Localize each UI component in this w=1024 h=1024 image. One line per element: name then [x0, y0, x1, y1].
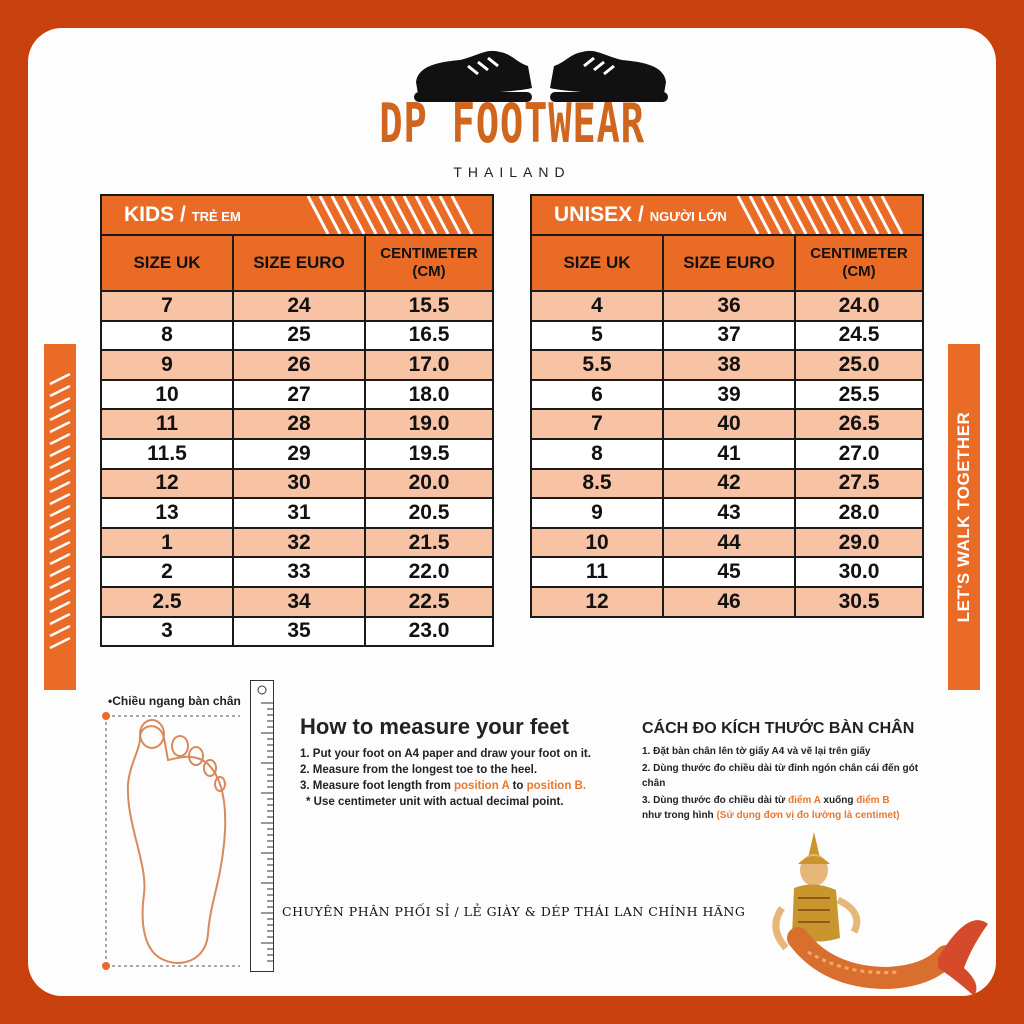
measure-step3-en-mid: to [509, 780, 527, 792]
measure-instructions-en [300, 714, 591, 812]
table-row [531, 498, 923, 528]
measure-step3-en-pre: 3. Measure foot length from [300, 780, 454, 792]
size-euro-cell: 28 [233, 409, 365, 439]
size-euro-cell: 45 [663, 557, 795, 587]
side-slogan: LET'S WALK TOGETHER [954, 411, 973, 623]
measure-step3-vi-pre: 3. Dùng thước đo chiều dài từ [642, 795, 789, 806]
table-row [101, 409, 493, 439]
centimeter-cell: 28.0 [795, 498, 923, 528]
measure-step3-vi [642, 793, 942, 823]
kids-header-uk: SIZE UK [101, 235, 233, 291]
table-row [101, 291, 493, 321]
foot-width-label: •Chiều ngang bàn chân [108, 694, 241, 708]
size-euro-cell: 29 [233, 439, 365, 469]
size-euro-cell: 42 [663, 469, 795, 499]
size-uk-cell: 13 [101, 498, 233, 528]
table-row [101, 469, 493, 499]
size-uk-cell: 11 [101, 409, 233, 439]
size-euro-cell: 37 [663, 321, 795, 351]
centimeter-cell: 23.0 [365, 617, 493, 647]
kids-table-title [101, 195, 493, 235]
centimeter-cell: 15.5 [365, 291, 493, 321]
measure-step3-vi-note: (Sử dụng đơn vị đo lường là centimet) [716, 810, 900, 821]
tagline: CHUYÊN PHÂN PHỐI SỈ / LẺ GIÀY & DÉP THÁI LAN CHÍNH HÃNG [282, 904, 746, 919]
table-row [101, 617, 493, 647]
measure-note-en: * Use centimeter unit with actual decimal point. [306, 796, 564, 808]
size-uk-cell: 2 [101, 557, 233, 587]
centimeter-cell: 30.5 [795, 587, 923, 617]
table-row [101, 587, 493, 617]
size-euro-cell: 33 [233, 557, 365, 587]
table-row [101, 350, 493, 380]
measure-step1-en: 1. Put your foot on A4 paper and draw your foot on it. [300, 748, 591, 760]
unisex-header-cm-line2: (CM) [842, 263, 876, 280]
size-uk-cell: 9 [101, 350, 233, 380]
measure-title-vi: CÁCH ĐO KÍCH THƯỚC BÀN CHÂN [642, 720, 915, 737]
size-uk-cell: 5.5 [531, 350, 663, 380]
size-uk-cell: 11 [531, 557, 663, 587]
size-euro-cell: 24 [233, 291, 365, 321]
measure-step2-en: 2. Measure from the longest toe to the heel. [300, 764, 538, 776]
centimeter-cell: 25.5 [795, 380, 923, 410]
table-row [101, 528, 493, 558]
size-uk-cell: 12 [531, 587, 663, 617]
table-row [531, 439, 923, 469]
size-euro-cell: 34 [233, 587, 365, 617]
table-row [531, 557, 923, 587]
table-row [101, 380, 493, 410]
centimeter-cell: 25.0 [795, 350, 923, 380]
measure-step3-vi-post: như trong hình [642, 810, 717, 821]
foot-outline-icon [98, 704, 248, 974]
size-euro-cell: 36 [663, 291, 795, 321]
size-euro-cell: 41 [663, 439, 795, 469]
size-euro-cell: 26 [233, 350, 365, 380]
size-euro-cell: 35 [233, 617, 365, 647]
size-uk-cell: 2.5 [101, 587, 233, 617]
measure-step2-vi: 2. Dùng thước đo chiều dài từ đỉnh ngón chân cái đến gót chân [642, 763, 919, 789]
stripe-pattern-icon [44, 344, 76, 690]
brand-subtitle: THAILAND [453, 164, 571, 180]
measure-step3-vi-mid: xuống [820, 795, 857, 806]
centimeter-cell: 26.5 [795, 409, 923, 439]
centimeter-cell: 30.0 [795, 557, 923, 587]
ruler-icon [250, 680, 274, 972]
kids-header-cm [365, 235, 493, 291]
size-euro-cell: 32 [233, 528, 365, 558]
diem-b-label: điểm B [856, 795, 890, 806]
measure-step1-vi: 1. Đặt bàn chân lên tờ giấy A4 và vẽ lại trên giấy [642, 746, 871, 757]
kids-header-cm-line1: CENTIMETER [380, 245, 478, 262]
measure-step3-en [300, 780, 591, 792]
size-euro-cell: 43 [663, 498, 795, 528]
right-side-bar [948, 344, 980, 690]
kids-title-sub: TRẺ EM [191, 209, 241, 224]
centimeter-cell: 16.5 [365, 321, 493, 351]
table-row [531, 528, 923, 558]
table-row [531, 469, 923, 499]
size-uk-cell: 9 [531, 498, 663, 528]
unisex-title-sub: NGƯỜI LỚN [649, 209, 727, 224]
stripe-pattern-icon [298, 196, 488, 234]
size-euro-cell: 40 [663, 409, 795, 439]
centimeter-cell: 29.0 [795, 528, 923, 558]
centimeter-cell: 22.5 [365, 587, 493, 617]
size-uk-cell: 11.5 [101, 439, 233, 469]
size-uk-cell: 7 [531, 409, 663, 439]
unisex-table-title [531, 195, 923, 235]
left-side-bar [44, 344, 76, 690]
stripe-pattern-icon [728, 196, 918, 234]
table-row [101, 498, 493, 528]
centimeter-cell: 19.0 [365, 409, 493, 439]
size-euro-cell: 27 [233, 380, 365, 410]
position-a-label: position A [454, 780, 510, 792]
unisex-size-table [530, 194, 924, 618]
centimeter-cell: 20.0 [365, 469, 493, 499]
kids-size-table [100, 194, 494, 647]
table-row [531, 350, 923, 380]
centimeter-cell: 24.5 [795, 321, 923, 351]
centimeter-cell: 22.0 [365, 557, 493, 587]
size-uk-cell: 4 [531, 291, 663, 321]
size-euro-cell: 38 [663, 350, 795, 380]
size-chart-card [28, 28, 996, 996]
table-row [101, 557, 493, 587]
size-uk-cell: 5 [531, 321, 663, 351]
centimeter-cell: 21.5 [365, 528, 493, 558]
size-uk-cell: 6 [531, 380, 663, 410]
table-row [531, 321, 923, 351]
size-euro-cell: 46 [663, 587, 795, 617]
unisex-header-cm-line1: CENTIMETER [810, 245, 908, 262]
centimeter-cell: 17.0 [365, 350, 493, 380]
kids-title-main: KIDS / [124, 203, 192, 226]
size-euro-cell: 30 [233, 469, 365, 499]
table-row [531, 587, 923, 617]
unisex-header-cm [795, 235, 923, 291]
size-euro-cell: 39 [663, 380, 795, 410]
position-b-label: position B. [526, 780, 587, 792]
table-row [531, 291, 923, 321]
table-row [531, 380, 923, 410]
size-uk-cell: 3 [101, 617, 233, 647]
size-uk-cell: 8 [531, 439, 663, 469]
size-uk-cell: 7 [101, 291, 233, 321]
diem-a-label: điểm A [788, 795, 821, 806]
centimeter-cell: 19.5 [365, 439, 493, 469]
size-uk-cell: 8.5 [531, 469, 663, 499]
size-uk-cell: 10 [531, 528, 663, 558]
centimeter-cell: 20.5 [365, 498, 493, 528]
size-euro-cell: 44 [663, 528, 795, 558]
unisex-title-main: UNISEX / [554, 203, 650, 226]
thai-mermaid-mascot-icon [768, 828, 994, 996]
brand-name: DP FOOTWEAR [379, 92, 645, 155]
centimeter-cell: 27.0 [795, 439, 923, 469]
size-uk-cell: 8 [101, 321, 233, 351]
kids-header-cm-line2: (CM) [412, 263, 446, 280]
centimeter-cell: 27.5 [795, 469, 923, 499]
table-row [101, 439, 493, 469]
centimeter-cell: 18.0 [365, 380, 493, 410]
size-uk-cell: 1 [101, 528, 233, 558]
unisex-header-euro: SIZE EURO [663, 235, 795, 291]
size-euro-cell: 31 [233, 498, 365, 528]
size-euro-cell: 25 [233, 321, 365, 351]
foot-width-text: Chiều ngang bàn chân [112, 694, 241, 708]
centimeter-cell: 24.0 [795, 291, 923, 321]
table-row [101, 321, 493, 351]
size-uk-cell: 10 [101, 380, 233, 410]
size-uk-cell: 12 [101, 469, 233, 499]
unisex-header-uk: SIZE UK [531, 235, 663, 291]
table-row [531, 409, 923, 439]
kids-header-euro: SIZE EURO [233, 235, 365, 291]
measure-title-en: How to measure your feet [300, 714, 569, 739]
measure-instructions-vi [642, 720, 942, 825]
